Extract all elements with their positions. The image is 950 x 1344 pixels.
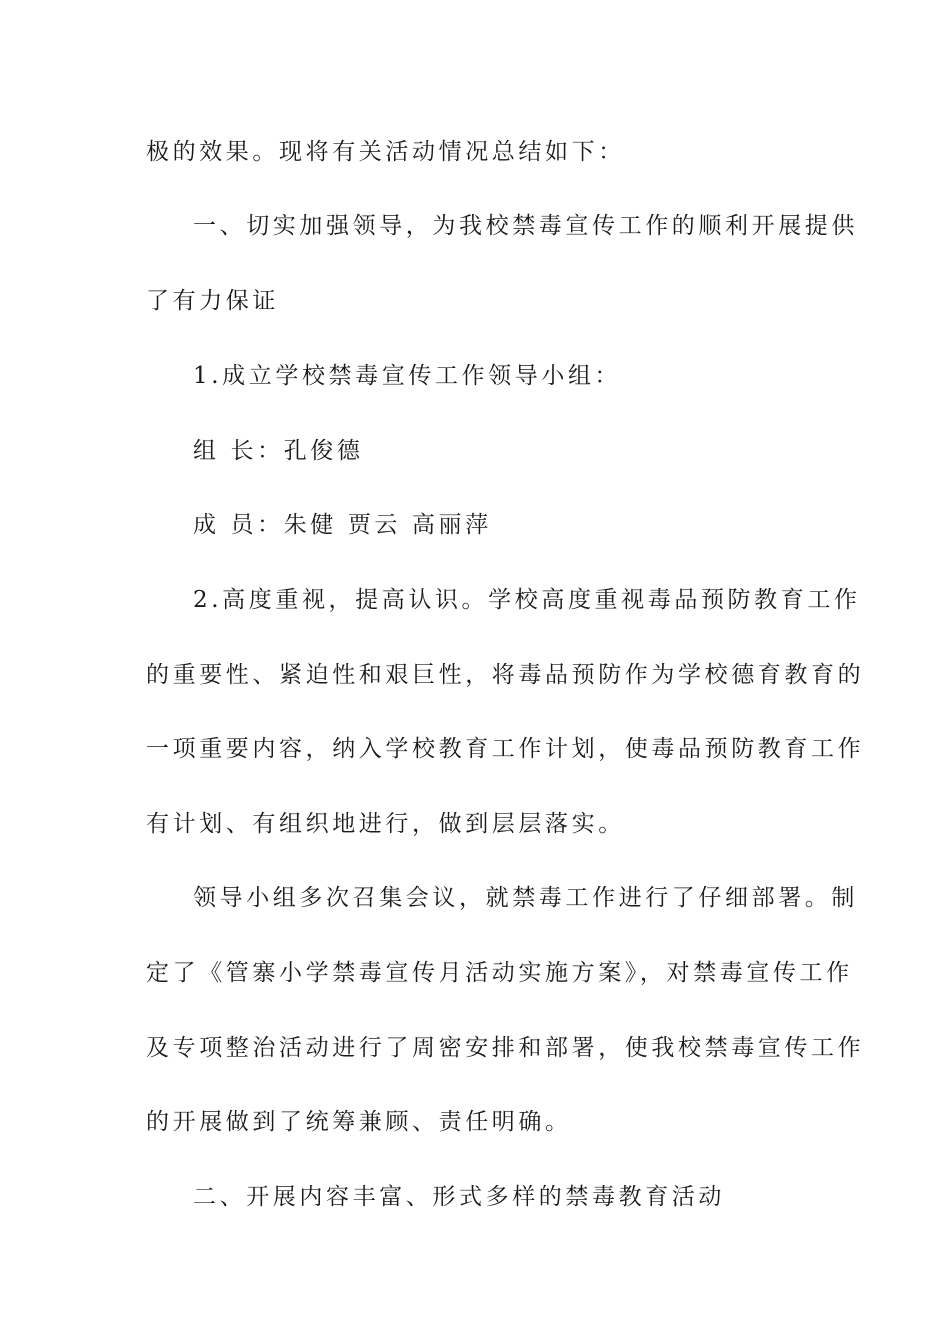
text-line: 领导小组多次召集会议，就禁毒工作进行了仔细部署。制 bbox=[193, 885, 858, 911]
text-line: 定了《管寨小学禁毒宣传月活动实施方案》，对禁毒宣传工作 bbox=[146, 960, 853, 986]
section-heading: 二、开展内容丰富、形式多样的禁毒教育活动 bbox=[193, 1184, 725, 1210]
text-line: 组 长：孔俊德 bbox=[193, 438, 364, 464]
list-item: 2.高度重视，提高认识。学校高度重视毒品预防教育工作 bbox=[193, 587, 861, 613]
text-line: 及专项整治活动进行了周密安排和部署，使我校禁毒宣传工作 bbox=[146, 1035, 865, 1061]
text-line: 的开展做到了统筹兼顾、责任明确。 bbox=[146, 1109, 572, 1135]
text-line: 极的效果。现将有关活动情况总结如下： bbox=[146, 139, 625, 165]
text-line: 一项重要内容，纳入学校教育工作计划，使毒品预防教育工作 bbox=[146, 736, 865, 762]
list-item: 1.成立学校禁毒宣传工作领导小组： bbox=[193, 363, 622, 389]
section-heading-continued: 了有力保证 bbox=[146, 288, 279, 314]
text-line: 成 员：朱健 贾云 高丽萍 bbox=[193, 512, 492, 538]
section-heading: 一、切实加强领导，为我校禁毒宣传工作的顺利开展提供 bbox=[193, 213, 858, 239]
text-line: 有计划、有组织地进行，做到层层落实。 bbox=[146, 811, 625, 837]
text-line: 的重要性、紧迫性和艰巨性，将毒品预防作为学校德育教育的 bbox=[146, 662, 865, 688]
